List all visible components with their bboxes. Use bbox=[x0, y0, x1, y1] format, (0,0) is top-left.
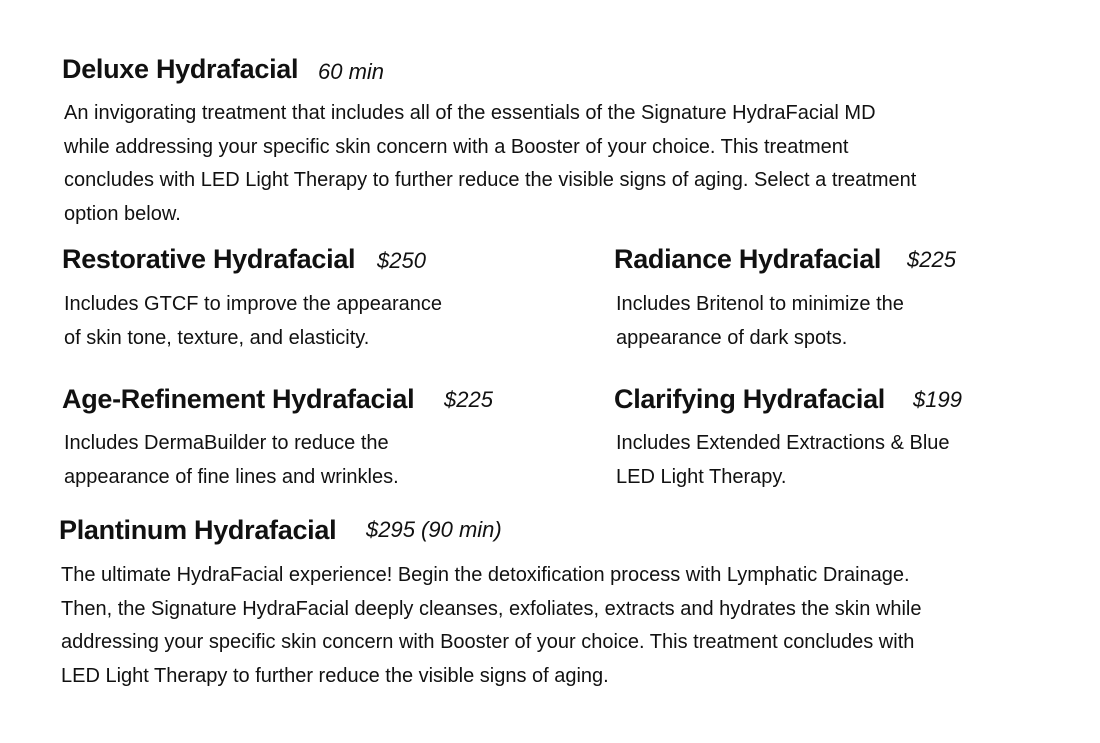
radiance-price: $225 bbox=[907, 247, 956, 272]
clarifying-description bbox=[616, 427, 1036, 494]
age-refinement-title: Age-Refinement Hydrafacial bbox=[62, 384, 415, 414]
description-line: Includes DermaBuilder to reduce the bbox=[64, 432, 389, 454]
description-line: An invigorating treatment that includes all of the essentials of the Signature HydraFacial MD bbox=[64, 102, 876, 124]
deluxe-title: Deluxe Hydrafacial bbox=[62, 54, 299, 84]
description-line: appearance of dark spots. bbox=[616, 326, 848, 349]
description-line: Includes GTCF to improve the appearance bbox=[64, 293, 442, 315]
restorative-description bbox=[64, 288, 524, 355]
description-line: addressing your specific skin concern with Booster of your choice. This treatment concludes with bbox=[61, 631, 915, 653]
radiance-description bbox=[616, 288, 1036, 355]
description-line: Includes Extended Extractions & Blue bbox=[616, 432, 950, 454]
description-line: Then, the Signature HydraFacial deeply cleanses, exfoliates, extracts and hydrates the skin while bbox=[61, 597, 922, 620]
platinum-price-duration: $295 (90 min) bbox=[366, 517, 502, 542]
description-line: concludes with LED Light Therapy to further reduce the visible signs of aging. Select a treatment bbox=[64, 169, 917, 191]
description-line: LED Light Therapy. bbox=[616, 465, 787, 488]
restorative-title: Restorative Hydrafacial bbox=[62, 244, 356, 274]
age-refinement-description bbox=[64, 427, 524, 494]
description-line: option below. bbox=[64, 202, 181, 225]
deluxe-duration: 60 min bbox=[318, 59, 385, 84]
description-line: appearance of fine lines and wrinkles. bbox=[64, 465, 399, 488]
description-line: LED Light Therapy to further reduce the visible signs of aging. bbox=[61, 664, 609, 687]
clarifying-price: $199 bbox=[913, 387, 962, 412]
platinum-title: Plantinum Hydrafacial bbox=[59, 515, 337, 545]
clarifying-title: Clarifying Hydrafacial bbox=[614, 384, 885, 414]
restorative-price: $250 bbox=[377, 248, 426, 273]
description-line: of skin tone, texture, and elasticity. bbox=[64, 326, 370, 349]
description-line: while addressing your specific skin concern with a Booster of your choice. This treatment bbox=[64, 135, 849, 158]
description-line: Includes Britenol to minimize the bbox=[616, 293, 904, 315]
age-refinement-price: $225 bbox=[444, 387, 493, 412]
description-line: The ultimate HydraFacial experience! Begin the detoxification process with Lymphatic Drainage. bbox=[61, 564, 910, 586]
deluxe-description bbox=[64, 97, 1049, 231]
platinum-description bbox=[61, 559, 1071, 693]
radiance-title: Radiance Hydrafacial bbox=[614, 244, 882, 274]
